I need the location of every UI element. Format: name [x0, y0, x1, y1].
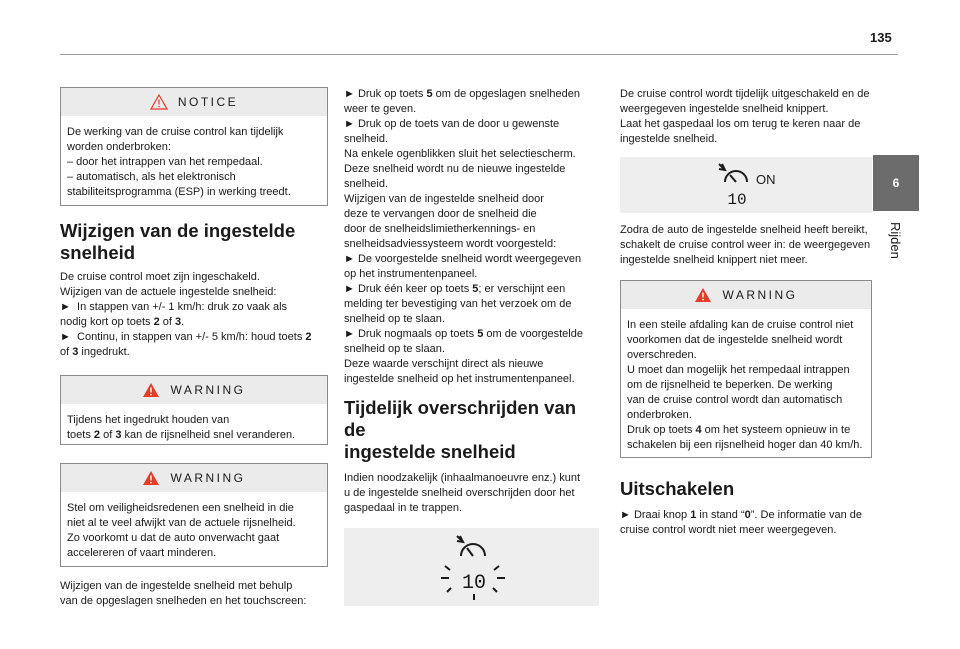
warning-header: [621, 281, 871, 309]
bullet-line: ► Continu, in stappen van +/- 5 km/h: houd toets 2: [60, 331, 312, 343]
warning-header: [61, 376, 327, 404]
warning-line: overschreden.: [627, 349, 697, 361]
page-number: 135: [870, 30, 892, 45]
warning-line: Druk op toets 4 om het systeem opnieuw in te: [627, 424, 851, 436]
warning-line: accelereren of vaart minderen.: [67, 547, 217, 559]
speed-flashing-illustration: [344, 528, 599, 606]
body-line: ingestelde snelheid knippert niet meer.: [620, 254, 808, 266]
body-line: u de ingestelde snelheid overschrijden door het: [344, 487, 575, 499]
svg-text:10: 10: [461, 572, 486, 595]
body-line: schakelt de cruise control weer in: de weergegeven: [620, 239, 871, 251]
body-line: Deze snelheid wordt nu de nieuwe ingestelde: [344, 163, 566, 175]
svg-text:ON: ON: [756, 172, 776, 187]
warning-line: onderbroken.: [627, 409, 692, 421]
body-line: weergegeven ingestelde snelheid knippert.: [620, 103, 829, 115]
body-line: Na enkele ogenblikken sluit het selectiescherm.: [344, 148, 576, 160]
body-line: door de snelheidslimietherkennings- en: [344, 223, 536, 235]
notice-line: stabiliteitsprogramma (ESP) in werking treedt.: [67, 186, 291, 198]
notice-header: [61, 88, 327, 116]
warning-line: om de rijsnelheid te beperken. De werking: [627, 379, 833, 391]
body-line: Indien noodzakelijk (inhaalmanoeuvre enz.) kunt: [344, 472, 581, 484]
warning-line: van de cruise control wordt dan automatisch: [627, 394, 843, 406]
body-line: snelheid op te slaan.: [344, 343, 445, 355]
notice-line: – automatisch, als het elektronisch: [67, 171, 236, 183]
warning-box: [60, 463, 328, 567]
bullet-line: nodig kort op toets 2 of 3.: [60, 316, 185, 328]
body-line: Wijzigen van de ingestelde snelheid met behulp: [60, 580, 293, 592]
section-heading: Tijdelijk overschrijden van de ingestelde snelheid: [344, 397, 577, 462]
notice-title: NOTICE: [177, 94, 239, 109]
warning-outline-icon: [150, 94, 168, 110]
body-line: op het instrumentenpaneel.: [344, 268, 478, 280]
body-line: Deze waarde verschijnt direct als nieuwe: [344, 358, 544, 370]
body-line: ingestelde snelheid op het instrumentenpaneel.: [344, 373, 575, 385]
section-heading: Wijzigen van de ingestelde snelheid: [60, 220, 296, 263]
body-line: Wijzigen van de ingestelde snelheid door: [344, 193, 544, 205]
warning-line: Zo voorkomt u dat de auto onverwacht gaat: [67, 532, 280, 544]
notice-line: – door het intrappen van het rempedaal.: [67, 156, 263, 168]
bullet-line: ► In stappen van +/- 1 km/h: druk zo vaak als: [60, 301, 288, 313]
speedometer-on-icon: [701, 160, 791, 210]
column-3: [620, 87, 872, 538]
chapter-number: 6: [892, 176, 900, 190]
warning-line: U moet dan mogelijk het rempedaal intrappen: [627, 364, 850, 376]
bullet-line: ► Druk nogmaals op toets 5 om de voorgestelde: [344, 328, 583, 340]
notice-line: De werking van de cruise control kan tijdelijk: [67, 126, 284, 138]
body-line: Zodra de auto de ingestelde snelheid heeft bereikt,: [620, 224, 868, 236]
warning-box: [60, 375, 328, 445]
warning-filled-icon: [142, 382, 160, 398]
body-line: De cruise control moet zijn ingeschakeld.: [60, 271, 260, 283]
body-line: Laat het gaspedaal los om terug te keren naar de: [620, 118, 861, 130]
body-line: van de opgeslagen snelheden en het touchscreen:: [60, 595, 307, 607]
body-line: gaspedaal in te trappen.: [344, 502, 463, 514]
warning-title: WARNING: [170, 470, 246, 485]
body-line: weer te geven.: [344, 103, 417, 115]
speedometer-flashing-icon: [427, 532, 517, 602]
body-line: snelheid.: [344, 133, 389, 145]
body-line: De cruise control wordt tijdelijk uitgeschakeld en de: [620, 88, 870, 100]
body-line: melding ter bevestiging van het verzoek om de: [344, 298, 572, 310]
body-line: snelheidsadviessysteem wordt voorgesteld:: [344, 238, 557, 250]
warning-line: Stel om veiligheidsredenen een snelheid in die: [67, 502, 294, 514]
notice-line: worden onderbroken:: [67, 141, 171, 153]
bullet-line: of 3 ingedrukt.: [60, 346, 130, 358]
bullet-line: ► De voorgestelde snelheid wordt weergegeven: [344, 253, 582, 265]
top-rule: [60, 54, 898, 55]
warning-line: In een steile afdaling kan de cruise control niet: [627, 319, 854, 331]
cruise-on-illustration: [620, 157, 872, 213]
bullet-line: ► Druk op toets 5 om de opgeslagen snelheden: [344, 88, 580, 100]
warning-title: WARNING: [170, 382, 246, 397]
warning-header: [61, 464, 327, 492]
body-line: snelheid.: [344, 178, 389, 190]
bullet-line: ► Druk op de toets van de door u gewenste: [344, 118, 560, 130]
chapter-tab[interactable]: [873, 155, 919, 211]
bullet-line: ► Draai knop 1 in stand “0”. De informatie van de: [620, 509, 863, 521]
warning-line: toets 2 of 3 kan de rijsnelheid snel veranderen.: [67, 429, 296, 441]
bullet-line: ► Druk één keer op toets 5; er verschijnt een: [344, 283, 566, 295]
warning-line: schakelen bij een rijsnelheid hoger dan 40 km/h.: [627, 439, 863, 451]
column-1: [60, 87, 328, 609]
warning-box: [620, 280, 872, 458]
warning-line: niet al te veel afwijkt van de actuele rijsnelheid.: [67, 517, 296, 529]
column-2: [344, 87, 599, 606]
body-line: snelheid op te slaan.: [344, 313, 445, 325]
body-line: ingestelde snelheid.: [620, 133, 718, 145]
body-line: cruise control wordt niet meer weergegeven.: [620, 524, 837, 536]
warning-title: WARNING: [722, 287, 798, 302]
body-line: deze te vervangen door de snelheid die: [344, 208, 537, 220]
warning-filled-icon: [142, 470, 160, 486]
svg-text:10: 10: [727, 191, 747, 209]
chapter-label: Rijden: [888, 222, 903, 259]
warning-line: voorkomen dat de ingestelde snelheid wordt: [627, 334, 843, 346]
warning-filled-icon: [694, 287, 712, 303]
notice-box: [60, 87, 328, 206]
section-heading: Uitschakelen: [620, 478, 735, 499]
body-line: Wijzigen van de actuele ingestelde snelheid:: [60, 286, 277, 298]
warning-line: Tijdens het ingedrukt houden van: [67, 414, 230, 426]
